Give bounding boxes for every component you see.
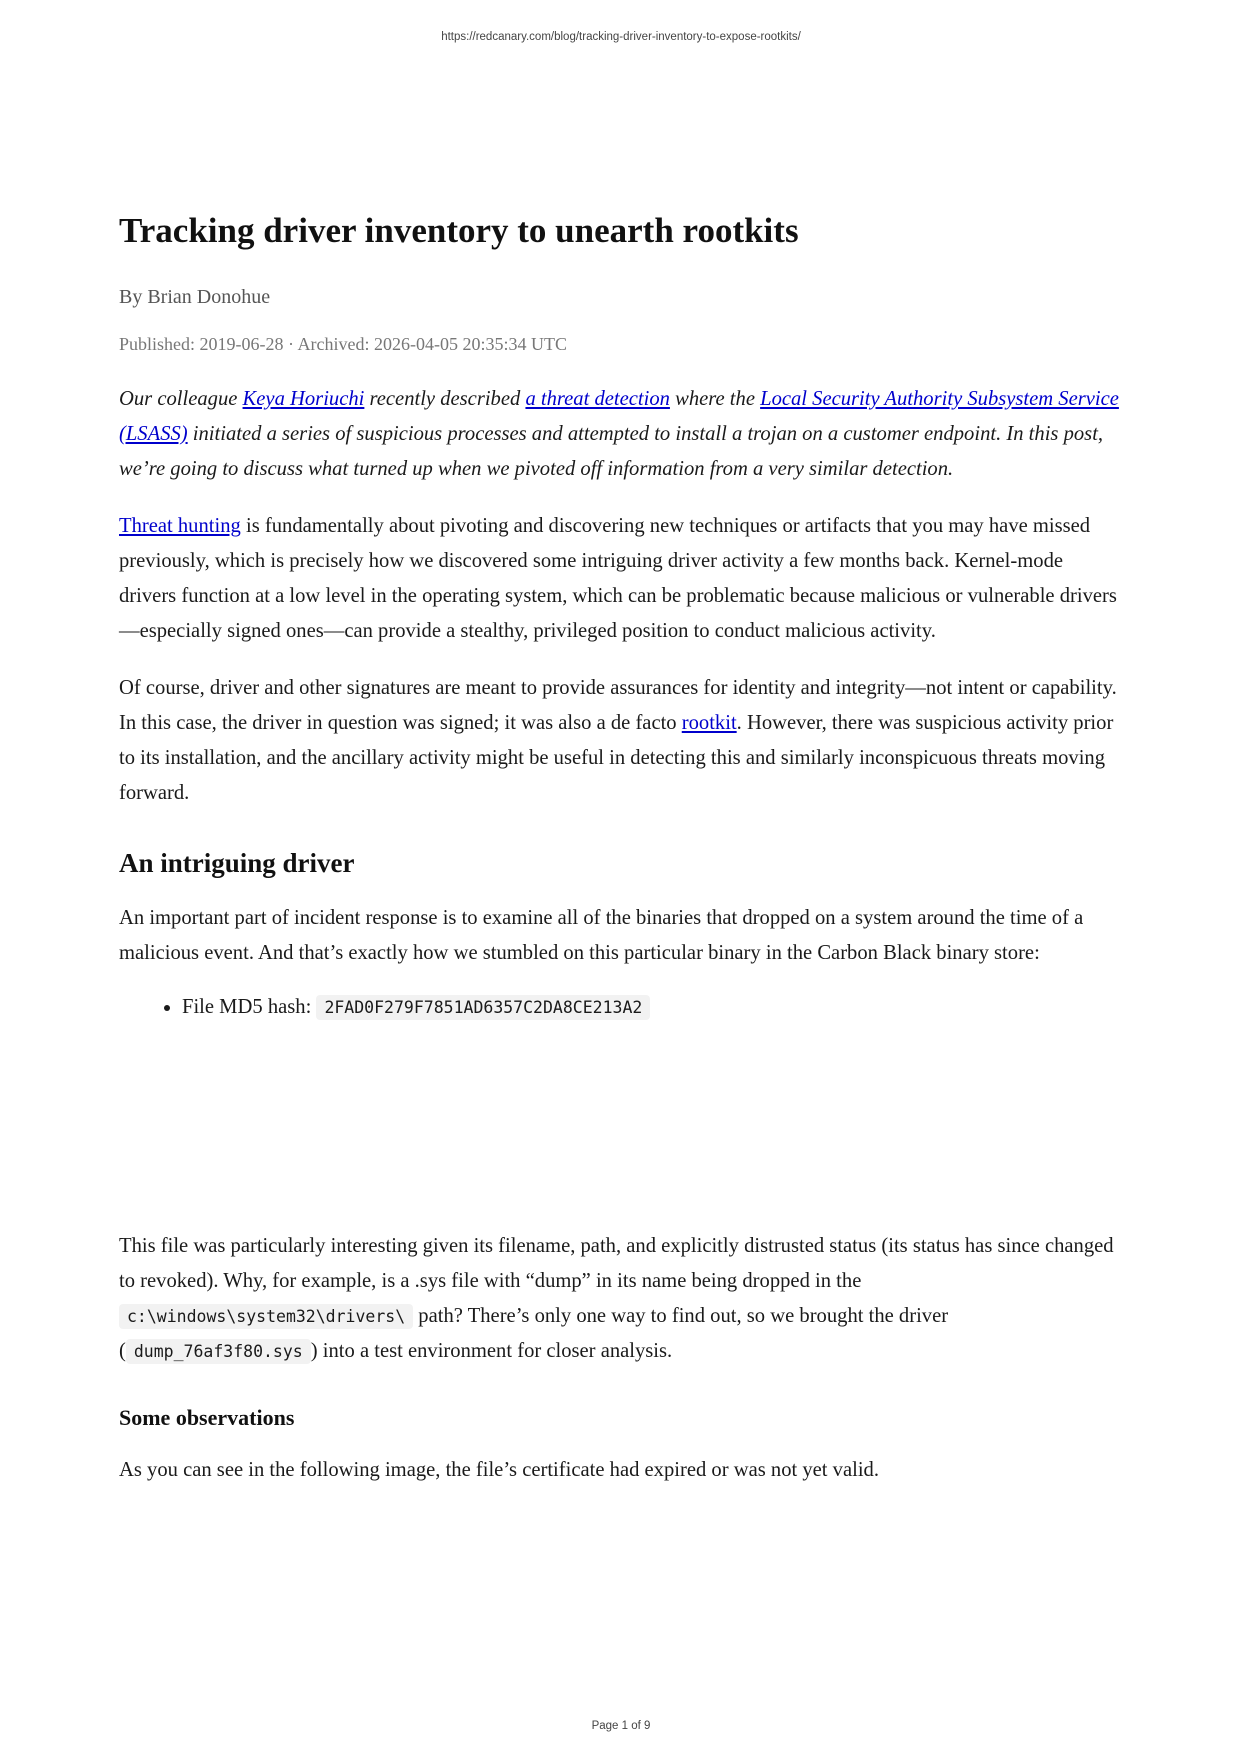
article-title: Tracking driver inventory to unearth rootkits bbox=[119, 211, 799, 250]
link-keya-horiuchi[interactable]: Keya Horiuchi bbox=[242, 387, 365, 410]
list-item: • File MD5 hash: 2FAD0F279F7851AD6357C2DA8CE213A2 bbox=[182, 990, 1123, 1025]
paragraph-certificate: As you can see in the following image, the file’s certificate had expired or was not yet valid. bbox=[119, 1459, 880, 1482]
hash-list bbox=[119, 990, 1123, 1025]
link-lsass[interactable]: Local Security Authority Subsystem Service (LSASS) bbox=[119, 387, 1119, 445]
paragraph-threat-hunting: Threat hunting is fundamentally about pivoting and discovering new techniques or artifacts that you may have missed previously, which is precisely how we discovered some intriguing driver activity a few months back. Kernel-mode drivers function at a low level in the operating system, which can be problematic because malicious or vulnerable drivers—especially signed ones—can provide a stealthy, privileged position to conduct malicious activity. bbox=[119, 514, 1117, 642]
driver-filename-code: dump_76af3f80.sys bbox=[126, 1339, 311, 1364]
section-heading: An intriguing driver bbox=[119, 847, 355, 878]
page-number: Page 1 of 9 bbox=[591, 1720, 651, 1732]
page-url: https://redcanary.com/blog/tracking-driver-inventory-to-expose-rootkits/ bbox=[441, 31, 801, 43]
link-rootkit[interactable]: rootkit bbox=[681, 711, 737, 734]
publish-meta: Published: 2019-06-28 · Archived: 2026-04-05 20:35:34 UTC bbox=[119, 334, 567, 354]
paragraph-signatures: Of course, driver and other signatures are meant to provide assurances for identity and integrity—not intent or capability. In this case, the driver in question was signed; it was also a de facto rootkit. However, there was suspicious activity prior to its installation, and the ancillary activity might be useful in detecting this and similarly inconspicuous threats moving forward. bbox=[119, 676, 1117, 804]
subsection-heading: Some observations bbox=[119, 1404, 295, 1430]
paragraph-incident-response: An important part of incident response is to examine all of the binaries that dropped on a system around the time of a malicious event. And that’s exactly how we stumbled on this particular binary in the Carbon Black binary store: bbox=[119, 906, 1084, 964]
driver-path-code: c:\windows\system32\drivers\ bbox=[119, 1304, 413, 1329]
intro-paragraph: Our colleague Keya Horiuchi recently described a threat detection where the Local Security Authority Subsystem Service (LSASS) initiated a series of suspicious processes and attempted to install a trojan on a customer endpoint. In this post, we’re going to discuss what turned up when we pivoted off information from a very similar detection. bbox=[119, 387, 1119, 480]
link-threat-hunting[interactable]: Threat hunting bbox=[119, 514, 241, 537]
byline: By Brian Donohue bbox=[119, 286, 271, 308]
md5-hash-code: 2FAD0F279F7851AD6357C2DA8CE213A2 bbox=[316, 995, 650, 1020]
article bbox=[119, 210, 1123, 1488]
image-placeholder bbox=[119, 1025, 1123, 1207]
paragraph-file-analysis: This file was particularly interesting given its filename, path, and explicitly distrusted status (its status has since changed to revoked). Why, for example, is a .sys file with “dump” in its name being dropped in the c:\windows\system32\drivers\ path? There’s only one way to find out, so we brought the driver ( dump_76af3f80.sys ) into a test environment for closer analysis. bbox=[119, 1234, 1114, 1362]
link-threat-detection[interactable]: a threat detection bbox=[525, 387, 670, 410]
